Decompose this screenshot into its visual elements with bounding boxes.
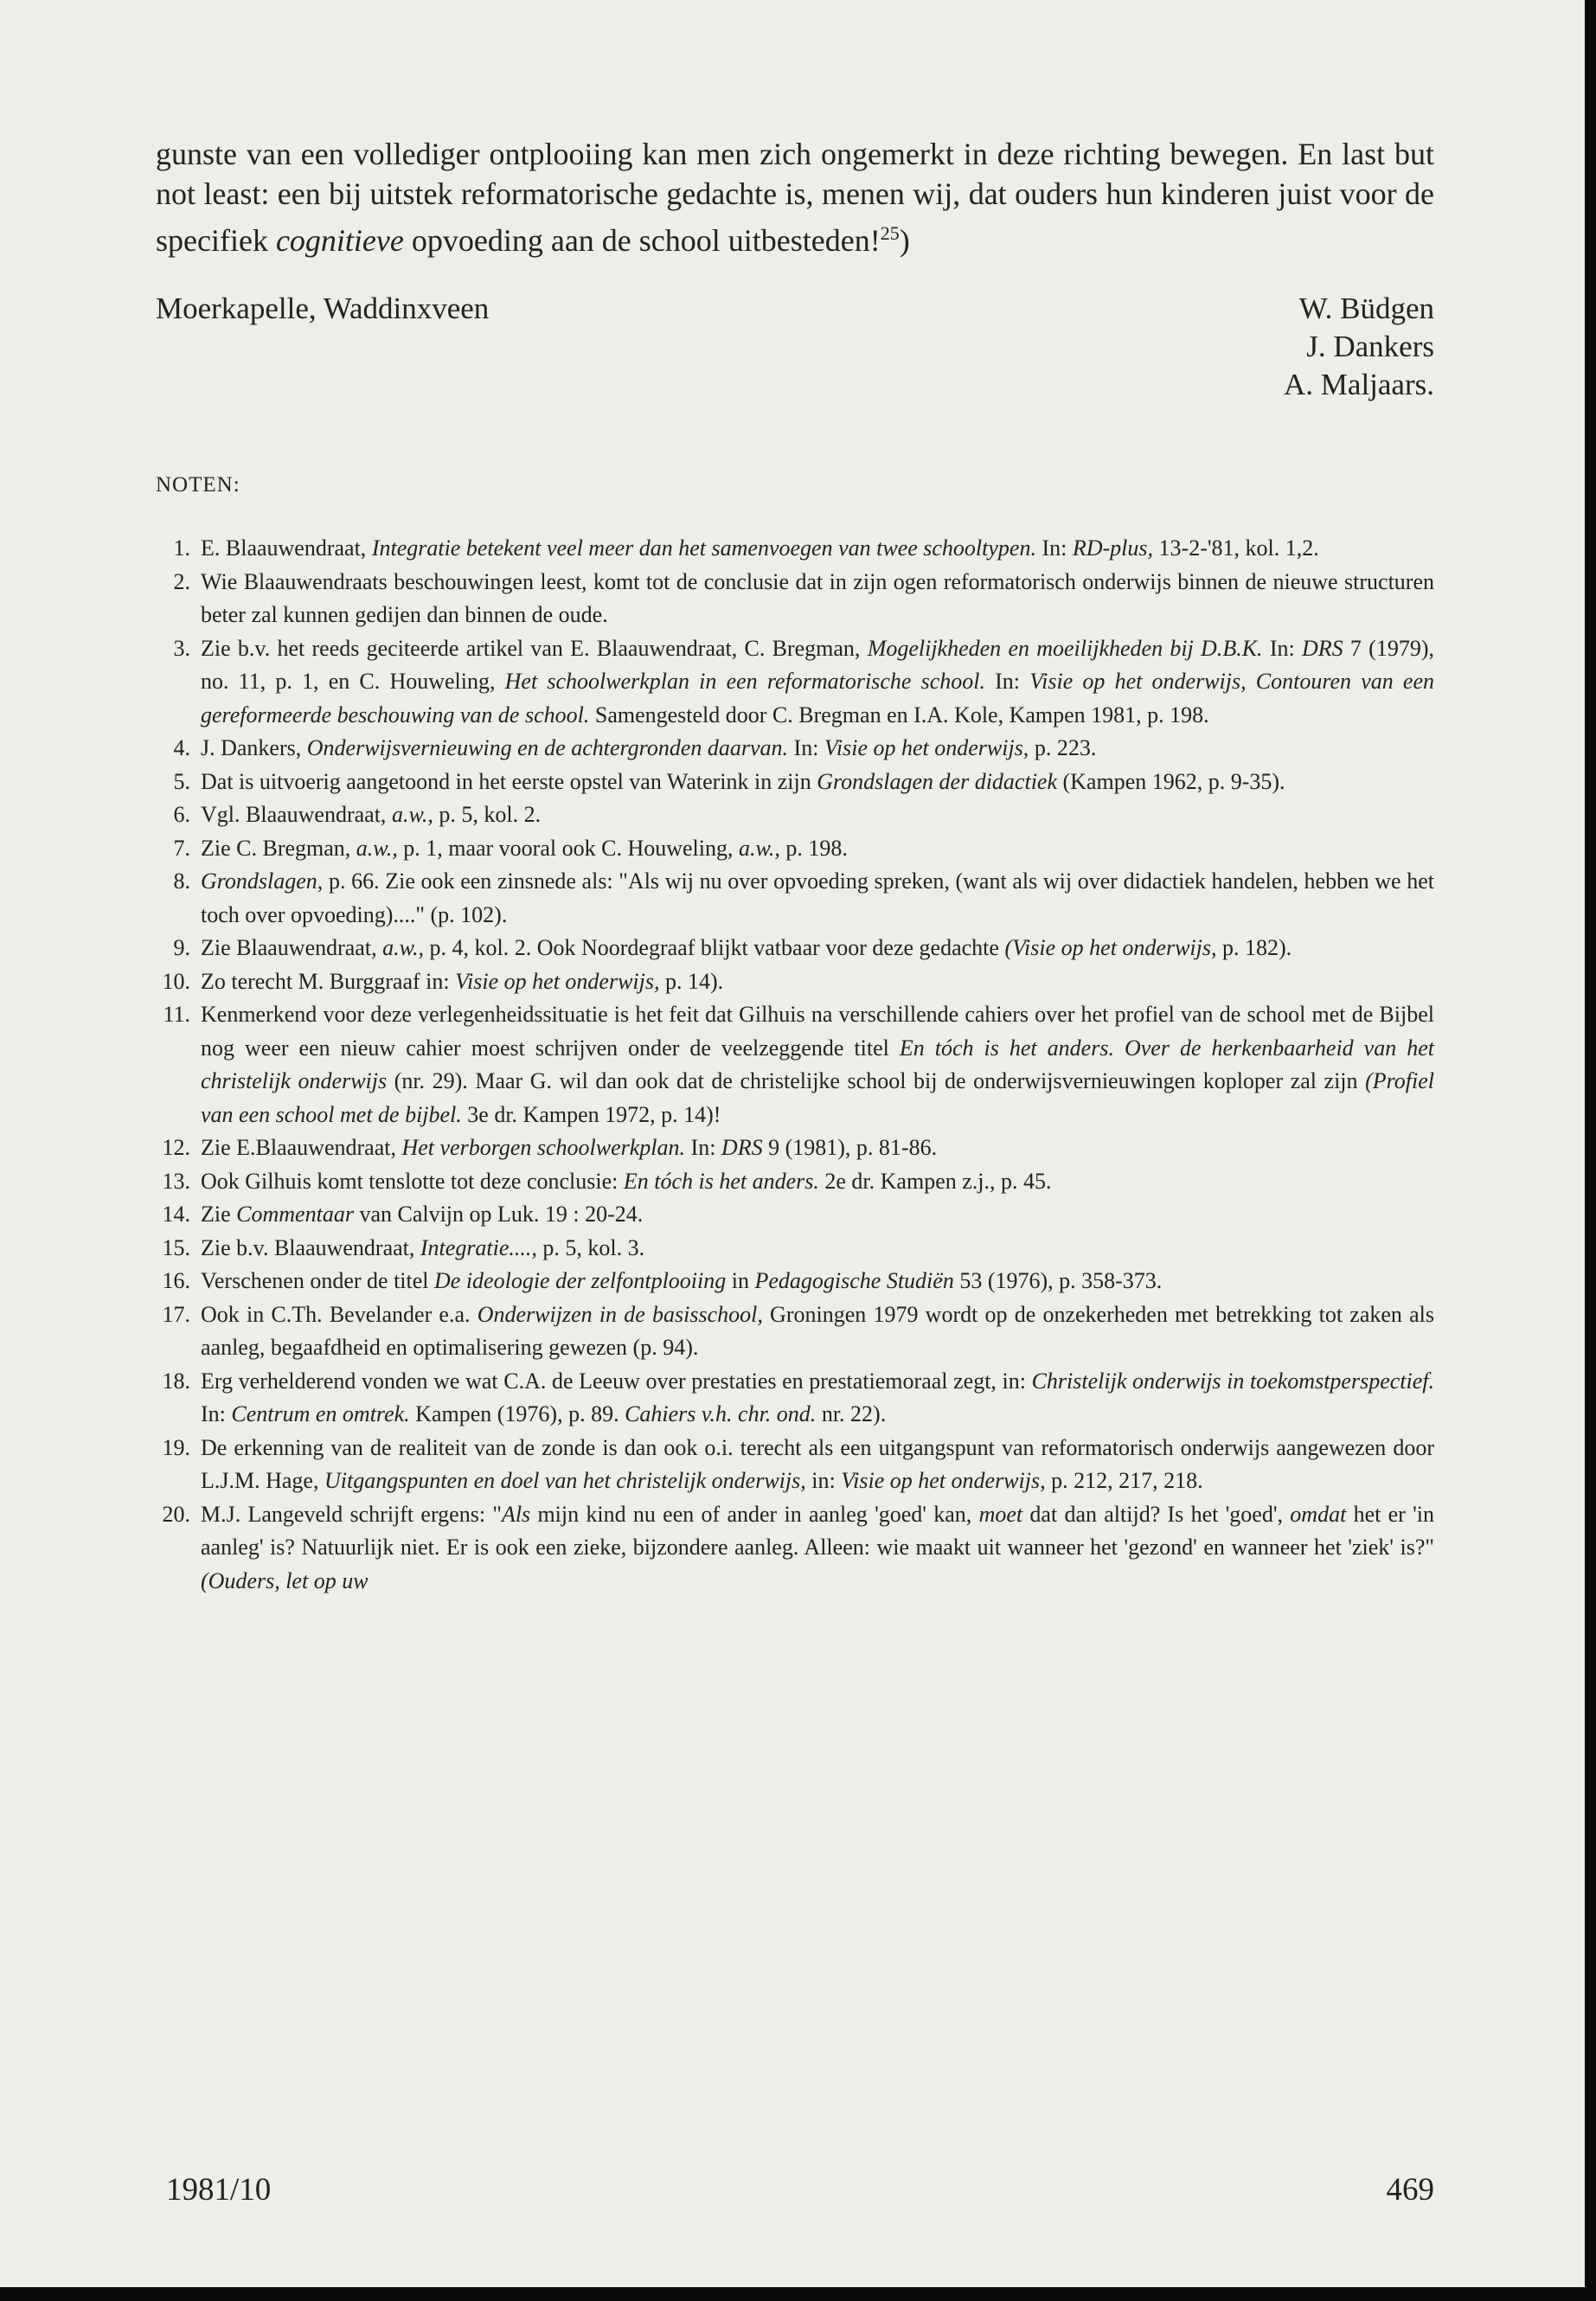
footnote-text: 53 (1976), p. 358-373. <box>953 1268 1163 1293</box>
footnote-italic: Het schoolwerkplan in een reformatorische school. <box>504 669 985 694</box>
footnote-number: 9. <box>173 935 190 960</box>
footnote-italic: Mogelijkheden en moeilijkheden bij D.B.K. <box>867 635 1263 661</box>
footnote-text: p. 223. <box>1029 735 1097 760</box>
footnote-number: 13. <box>162 1168 190 1194</box>
signature-place: Moerkapelle, Waddinxveen <box>156 292 490 325</box>
footnote-italic: moet <box>978 1501 1023 1527</box>
footnote-italic: En tóch is het anders. <box>623 1168 819 1194</box>
footnote <box>156 932 1434 965</box>
footnote-italic: Commentaar <box>236 1202 354 1227</box>
footnote <box>156 832 1434 866</box>
footnote-text: In: <box>984 669 1030 694</box>
footnote <box>156 1131 1434 1165</box>
footnote-number: 19. <box>162 1434 190 1460</box>
body-text-italic: cognitieve <box>275 223 404 258</box>
footnote <box>156 632 1434 733</box>
footnote <box>156 1298 1434 1365</box>
footnote <box>156 1265 1434 1298</box>
footnote-number: 10. <box>162 968 190 994</box>
footnote-number: 6. <box>173 802 190 827</box>
footnote-text: Zo terecht M. Burggraaf in: <box>201 968 456 994</box>
footnote-italic: Grondslagen der didactiek <box>817 768 1057 794</box>
footnote-text: Vgl. Blaauwendraat, <box>201 802 392 827</box>
footnote-text: In: <box>1035 535 1073 561</box>
footnote-text: J. Dankers, <box>201 735 307 760</box>
footnote-text: 9 (1981), p. 81-86. <box>762 1135 938 1160</box>
footnote-italic: Grondslagen, <box>201 868 324 894</box>
footnote-italic: Visie op het onderwijs, <box>455 968 660 994</box>
footnote-text: p. 5, kol. 2. <box>433 802 542 827</box>
signature-names <box>1284 290 1434 404</box>
footnote-number: 20. <box>162 1501 190 1527</box>
footnote-italic: Onderwijzen in de basisschool, <box>477 1301 763 1327</box>
footnote-text: p. 198. <box>779 835 848 861</box>
footnote <box>156 1198 1434 1232</box>
author-3: A. Maljaars. <box>1284 368 1434 401</box>
footnote <box>156 1232 1434 1266</box>
footnote-italic: Cahiers v.h. chr. ond. <box>625 1401 817 1426</box>
footnote-italic: DRS <box>1301 635 1343 661</box>
footnote-italic: Integratie betekent veel meer dan het samenvoegen van twee schooltypen. <box>371 535 1036 561</box>
footnote-text: Kampen (1976), p. 89. <box>409 1401 625 1426</box>
page-number: 469 <box>1386 2172 1434 2208</box>
footnote-italic: Het verborgen schoolwerkplan. <box>401 1135 686 1160</box>
footnote-text: M.J. Langeveld schrijft ergens: " <box>201 1501 502 1527</box>
author-2: J. Dankers <box>1306 330 1434 363</box>
footnote-number: 7. <box>173 835 190 861</box>
footnote-number: 15. <box>162 1234 190 1260</box>
signature-block <box>156 290 1434 411</box>
footnote-text: van Calvijn op Luk. 19 : 20-24. <box>353 1202 644 1227</box>
footnote-text: Zie b.v. Blaauwendraat, <box>201 1234 420 1260</box>
footnote <box>156 766 1434 799</box>
footnote-italic: Onderwijsvernieuwing en de achtergronden daarvan. <box>306 735 789 760</box>
footnote <box>156 865 1434 932</box>
footnote-italic: omdat <box>1290 1501 1347 1527</box>
footnote <box>156 998 1434 1131</box>
footnote-italic: Pedagogische Studiën <box>754 1268 954 1293</box>
footnote-text: in <box>726 1268 755 1293</box>
footnote-italic: a.w., <box>382 935 424 960</box>
notes-heading: NOTEN: <box>156 473 240 497</box>
footnote-number: 17. <box>162 1301 190 1327</box>
footnote-text: Groningen 1979 wordt op de onzekerheden met betrekking tot zaken als aanleg, begaafdheid en optimalisering gewezen (p. 94). <box>201 1301 1434 1360</box>
footnote <box>156 1365 1434 1432</box>
body-text-b: opvoeding aan de school uitbesteden! <box>403 223 881 258</box>
footnote-text: Erg verhelderend vonden we wat C.A. de Leeuw over prestaties en prestatiemoraal zegt, in: <box>201 1368 1032 1394</box>
footnote-text: Ook Gilhuis komt tenslotte tot deze conclusie: <box>201 1168 624 1194</box>
footnote-italic: (Profiel van een school met de bijbel. <box>201 1068 1434 1127</box>
footnote-text: Ook in C.Th. Bevelander e.a. <box>201 1301 478 1327</box>
footnote-italic: Integratie...., <box>420 1234 537 1260</box>
footnote-text: mijn kind nu een of ander in aanleg 'goed' kan, <box>530 1501 979 1527</box>
footnote-italic: Centrum en omtrek. <box>231 1401 410 1426</box>
footnote-text: Dat is uitvoerig aangetoond in het eerste opstel van Waterink in zijn <box>201 768 817 794</box>
footnote-text: p. 182). <box>1216 935 1292 960</box>
footnote-number: 2. <box>173 568 190 594</box>
footnote-text: In: <box>685 1135 721 1160</box>
footnote-text: Zie E.Blaauwendraat, <box>201 1135 402 1160</box>
footnote <box>156 1498 1434 1599</box>
footnote-italic: (Ouders, let op uw <box>201 1567 369 1593</box>
footnote-number: 4. <box>173 735 190 760</box>
author-1: W. Büdgen <box>1298 292 1434 325</box>
footnote-italic: Visie op het onderwijs, Contouren van een gereformeerde beschouwing van de school. <box>201 669 1434 727</box>
footnote <box>156 732 1434 766</box>
footnote-number: 16. <box>162 1268 190 1293</box>
footnote <box>156 566 1434 632</box>
footnote-text: p. 4, kol. 2. Ook Noordegraaf blijkt vatbaar voor deze gedachte <box>424 935 1005 960</box>
page-content <box>156 134 1434 1598</box>
footnote-text: Verschenen onder de titel <box>201 1268 435 1293</box>
footnote-number: 12. <box>162 1135 190 1160</box>
footnote-text: In: <box>1262 635 1302 661</box>
footnote-text: 2e dr. Kampen z.j., p. 45. <box>818 1168 1052 1194</box>
footnote <box>156 965 1434 999</box>
footnote-italic: a.w., <box>738 835 780 861</box>
footnote <box>156 1432 1434 1498</box>
footnote-text: 7 (1979), no. 11, p. 1, en C. Houweling, <box>201 635 1434 694</box>
footnote-italic: De ideologie der zelfontplooiing <box>434 1268 727 1293</box>
footnote-italic: Uitgangspunten en doel van het christelijk onderwijs, <box>324 1468 806 1493</box>
footnote-text: Samengesteld door C. Bregman en I.A. Kole, Kampen 1981, p. 198. <box>589 702 1209 727</box>
footnote-text: De erkenning van de realiteit van de zonde is dan ook o.i. terecht als een uitgangspunt van reformatorisch onderwijs aangewezen door L.J.M. Hage, <box>201 1434 1434 1493</box>
body-text-end: ) <box>899 223 910 258</box>
footnote-text: In: <box>201 1401 232 1426</box>
footnote-text: Kenmerkend voor deze verlegenheidssituatie is het feit dat Gilhuis na verschillende cahiers over het profiel van de school met de Bijbel nog weer een nieuw cahier moest schrijven onder de veelzeggende titel <box>201 1002 1434 1061</box>
footnote-text: p. 66. Zie ook een zinsnede als: "Als wij nu over opvoeding spreken, (want als wij over didactiek handelen, hebben we het toch over opvoeding)...." (p. 102). <box>201 868 1434 927</box>
footnote-text: In: <box>788 735 824 760</box>
notes-list <box>156 532 1434 1598</box>
footnote-number: 14. <box>162 1202 190 1227</box>
footnote-text: nr. 22). <box>816 1401 887 1426</box>
footnote-italic: RD-plus, <box>1072 535 1154 561</box>
footnote-text: p. 5, kol. 3. <box>536 1234 645 1260</box>
footnote-italic: Visie op het onderwijs, <box>824 735 1029 760</box>
footnote-number: 3. <box>173 635 190 661</box>
footnote-text: Zie Blaauwendraat, <box>201 935 383 960</box>
footnote-ref: 25 <box>880 222 900 244</box>
footnote-number: 8. <box>173 868 190 894</box>
issue-number: 1981/10 <box>166 2172 272 2208</box>
footnote-number: 18. <box>162 1368 190 1394</box>
footnote-number: 5. <box>173 768 190 794</box>
footnote-number: 1. <box>173 535 190 561</box>
footnote-italic: a.w., <box>356 835 398 861</box>
footnote-text: (Kampen 1962, p. 9-35). <box>1057 768 1285 794</box>
footnote-text: het er 'in aanleg' is? Natuurlijk niet. Er is ook een zieke, bijzondere aanleg. Alleen: wie maakt uit wanneer het 'gezond' en wanneer het 'ziek' is?" <box>201 1501 1434 1560</box>
footnote-text: p. 1, maar vooral ook C. Houweling, <box>397 835 739 861</box>
footnote-text: Zie C. Bregman, <box>201 835 356 861</box>
body-text-a: gunste van een vollediger ontplooiing kan men zich ongemerkt in deze richting bewegen. En last but not least: een bij uitstek reformatorische gedachte is, menen wij, dat ouders hun kinderen juist voor de specifiek <box>156 137 1434 258</box>
footnote-italic: Christelijk onderwijs in toekomstperspectief. <box>1031 1368 1434 1394</box>
footnote-italic: a.w., <box>391 802 433 827</box>
footnote-text: Zie b.v. het reeds geciteerde artikel van E. Blaauwendraat, C. Bregman, <box>201 635 868 661</box>
footnote-text: in: <box>805 1468 842 1493</box>
body-paragraph <box>156 134 1434 260</box>
footnote-text: Wie Blaauwendraats beschouwingen leest, komt tot de conclusie dat in zijn ogen reformatorisch onderwijs binnen de nieuwe structuren beter zal kunnen gedijen dan binnen de oude. <box>201 568 1434 627</box>
footnote <box>156 532 1434 566</box>
footnote-text: (nr. 29). Maar G. wil dan ook dat de christelijke school bij de onderwijsvernieuwingen koploper zal zijn <box>387 1068 1366 1093</box>
footnote-number: 11. <box>163 1002 190 1027</box>
footnote-italic: En tóch is het anders. Over de herkenbaarheid van het christelijk onderwijs <box>201 1035 1434 1093</box>
footnote-text: 3e dr. Kampen 1972, p. 14)! <box>461 1101 721 1127</box>
footnote-italic: Visie op het onderwijs, <box>841 1468 1046 1493</box>
footnote-italic: Als <box>501 1501 531 1527</box>
footnote-italic: DRS <box>721 1135 763 1160</box>
footnote <box>156 1165 1434 1199</box>
footnote-italic: (Visie op het onderwijs, <box>1004 935 1217 960</box>
footnote-text: E. Blaauwendraat, <box>201 535 372 561</box>
footnote-text: Zie <box>201 1202 237 1227</box>
footnote-text: dat dan altijd? Is het 'goed', <box>1022 1501 1291 1527</box>
footnote <box>156 798 1434 832</box>
footnote-text: p. 14). <box>659 968 724 994</box>
footnote-text: 13-2-'81, kol. 1,2. <box>1153 535 1319 561</box>
footnote-text: p. 212, 217, 218. <box>1045 1468 1203 1493</box>
